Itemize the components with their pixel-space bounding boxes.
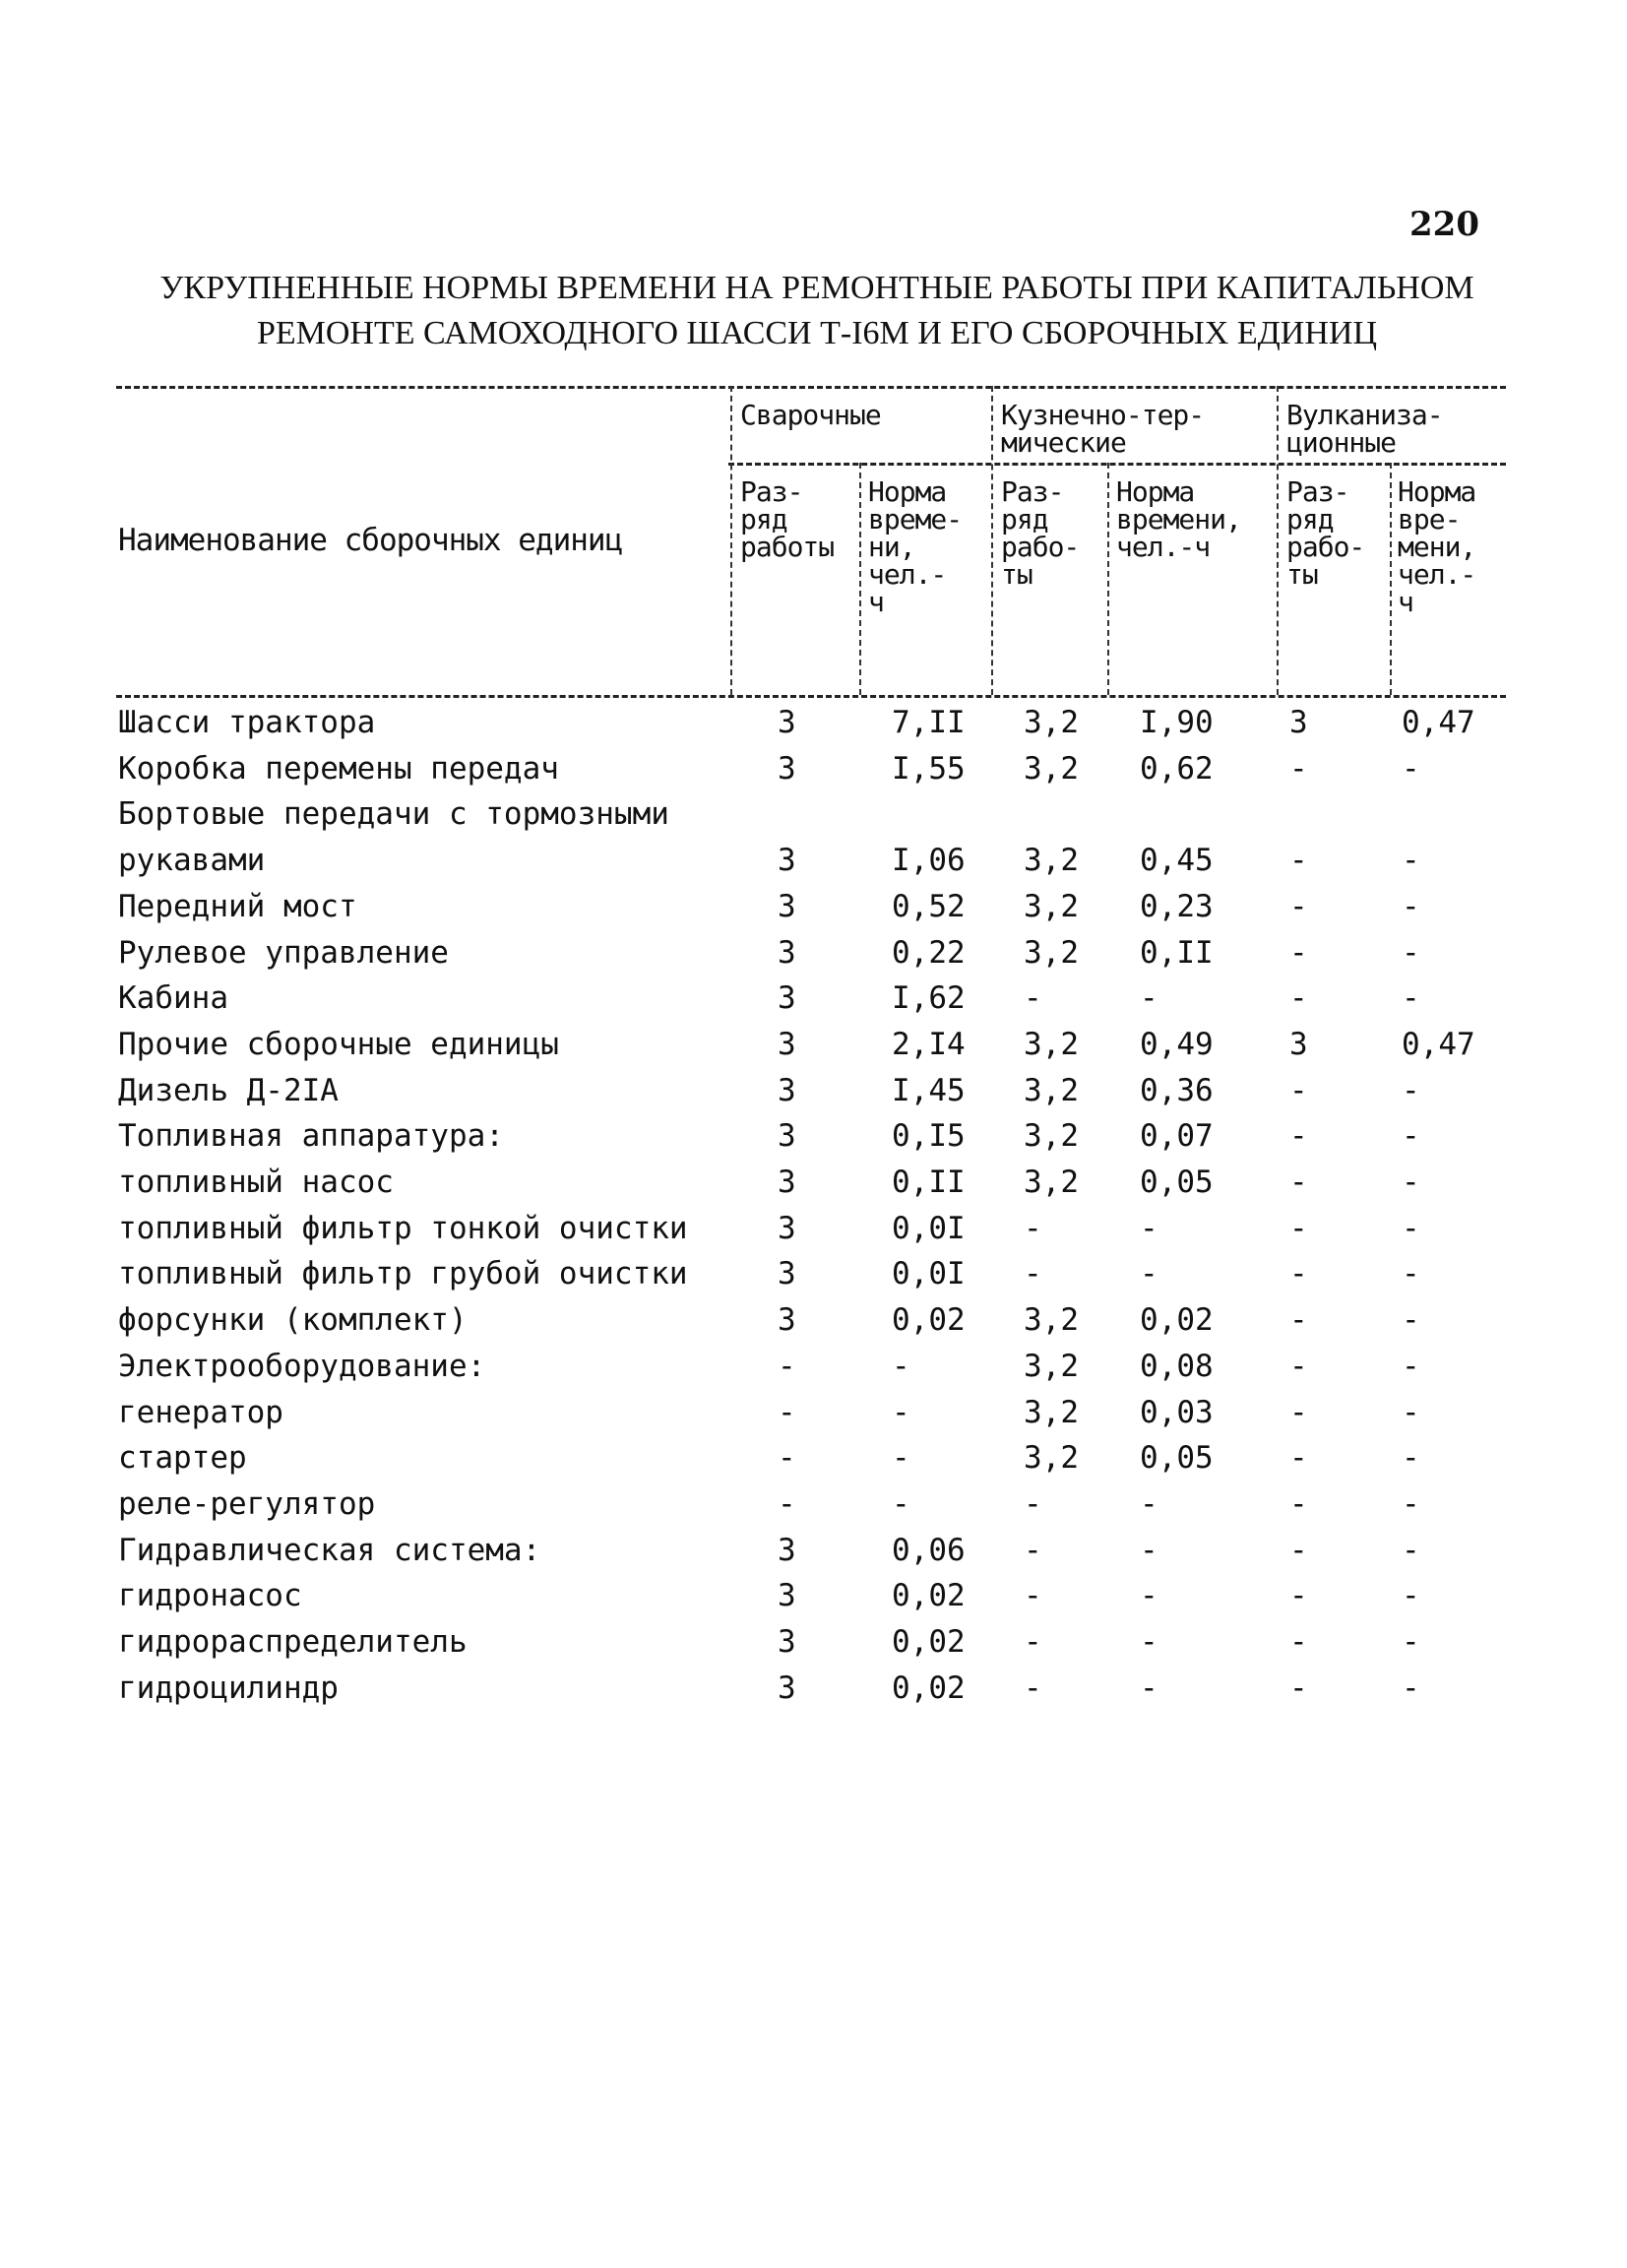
row-value: - (1289, 1118, 1308, 1155)
row-value: 3 (778, 934, 796, 971)
row-value: 3 (778, 980, 796, 1017)
header-bottom-rule (116, 695, 1506, 698)
row-value: - (1289, 1165, 1308, 1200)
row-value: 0,02 (892, 1302, 966, 1339)
row-value: - (1140, 1210, 1158, 1246)
row-value: 3,2 (1024, 1440, 1079, 1477)
row-name: топливный насос (118, 1165, 394, 1200)
row-value: - (1402, 1532, 1420, 1568)
header-group-welding: Сварочные (740, 399, 881, 431)
row-value: 3,2 (1024, 1026, 1079, 1062)
row-value: 3 (778, 1670, 796, 1706)
table-row (0, 751, 1627, 796)
row-value: - (1402, 980, 1420, 1017)
header-norm-vulcan: Норма вре- мени, чел.- ч (1398, 475, 1476, 618)
row-value: - (1289, 1072, 1308, 1108)
row-value: - (1402, 1624, 1420, 1660)
row-value: - (1289, 750, 1308, 787)
table-row (0, 1395, 1627, 1440)
row-name: Электрооборудование: (118, 1348, 486, 1384)
col-separator (1390, 463, 1392, 695)
row-value: I,45 (892, 1072, 966, 1108)
row-value: - (1289, 1210, 1308, 1246)
row-value: 3 (778, 1026, 796, 1062)
row-value: I,90 (1140, 705, 1214, 740)
row-value: 0,02 (1140, 1302, 1214, 1339)
row-value: 3 (778, 1165, 796, 1200)
row-value: - (1140, 1256, 1158, 1292)
table-row (0, 1486, 1627, 1532)
row-value: - (1289, 1302, 1308, 1339)
row-value: - (1402, 1256, 1420, 1292)
row-value: I,55 (892, 750, 966, 787)
row-value: 3 (778, 1624, 796, 1660)
header-grade-vulcan: Раз- ряд рабо- ты (1286, 475, 1365, 591)
table-row (0, 1118, 1627, 1164)
table-row (0, 935, 1627, 980)
row-value: 3,2 (1024, 843, 1079, 879)
row-value: 3,2 (1024, 1348, 1079, 1384)
row-value: 3,2 (1024, 1302, 1079, 1339)
row-value: - (1289, 1670, 1308, 1706)
row-value: - (1289, 934, 1308, 971)
table-row (0, 1624, 1627, 1670)
row-value: - (1402, 1440, 1420, 1477)
row-value: I,06 (892, 843, 966, 879)
row-name: форсунки (комплект) (118, 1302, 468, 1339)
row-value: 3 (778, 888, 796, 924)
row-value: - (1024, 1670, 1042, 1706)
table-row (0, 1302, 1627, 1348)
row-value: - (1402, 1302, 1420, 1339)
table-row (0, 1440, 1627, 1485)
row-value: - (1402, 1578, 1420, 1614)
row-value: 3 (778, 1118, 796, 1155)
header-norm-welding: Норма време- ни, чел.- ч (868, 475, 963, 618)
row-value: - (1024, 980, 1042, 1017)
row-name: стартер (118, 1440, 247, 1477)
row-value: - (1402, 1485, 1420, 1522)
row-value: - (892, 1348, 910, 1384)
title-line-1: УКРУПНЕННЫЕ НОРМЫ ВРЕМЕНИ НА РЕМОНТНЫЕ РАБОТЫ ПРИ КАПИТАЛЬНОМ (159, 270, 1474, 306)
col-separator (1277, 386, 1279, 695)
row-value: - (1140, 1624, 1158, 1660)
header-norm-forging: Норма времени, чел.-ч (1116, 475, 1241, 563)
row-name: Шасси трактора (118, 705, 376, 740)
row-value: - (1289, 1578, 1308, 1614)
row-value: - (778, 1485, 796, 1522)
row-value: - (778, 1394, 796, 1430)
page-number: 220 (1409, 205, 1479, 244)
row-value: 3,2 (1024, 888, 1079, 924)
row-value: 0,47 (1402, 1026, 1475, 1062)
table-row (0, 796, 1627, 842)
document-title (148, 266, 1486, 356)
row-value: 0,06 (892, 1532, 966, 1568)
header-group-forging: Кузнечно-тер- мические (1001, 399, 1205, 459)
row-value: 0,I5 (892, 1118, 966, 1155)
row-value: 3,2 (1024, 934, 1079, 971)
row-value: - (1402, 843, 1420, 879)
row-value: - (1402, 1348, 1420, 1384)
row-value: 3 (1289, 705, 1308, 740)
table-row (0, 889, 1627, 934)
row-name: Топливная аппаратура: (118, 1118, 504, 1155)
row-value: 3,2 (1024, 705, 1079, 740)
row-value: - (1402, 1165, 1420, 1200)
table-row (0, 980, 1627, 1026)
row-value: - (1289, 980, 1308, 1017)
row-name: гидронасос (118, 1578, 302, 1614)
row-value: - (1289, 1532, 1308, 1568)
row-value: 0,22 (892, 934, 966, 971)
row-value: 0,52 (892, 888, 966, 924)
row-value: 0,07 (1140, 1118, 1214, 1155)
row-value: 0,05 (1140, 1165, 1214, 1200)
row-value: - (1402, 1394, 1420, 1430)
row-value: 3 (778, 1578, 796, 1614)
row-value: - (1402, 888, 1420, 924)
row-value: - (1289, 1256, 1308, 1292)
row-name: рукавами (118, 843, 266, 879)
row-value: - (1402, 934, 1420, 971)
row-value: 3,2 (1024, 750, 1079, 787)
table-row (0, 1578, 1627, 1623)
col-separator (1107, 463, 1109, 695)
row-value: - (892, 1394, 910, 1430)
row-value: 0,0I (892, 1256, 966, 1292)
row-value: - (1289, 1394, 1308, 1430)
row-value: - (1402, 1118, 1420, 1155)
row-name: топливный фильтр грубой очистки (118, 1256, 688, 1292)
col-separator (859, 463, 861, 695)
row-value: 0,0I (892, 1210, 966, 1246)
row-value: 0,08 (1140, 1348, 1214, 1384)
row-value: 3 (778, 843, 796, 879)
row-name: гидрораспределитель (118, 1624, 468, 1660)
header-grade-forging: Раз- ряд рабо- ты (1001, 475, 1080, 591)
row-value: 3,2 (1024, 1394, 1079, 1430)
row-value: - (778, 1348, 796, 1384)
table-row (0, 1533, 1627, 1578)
row-value: 3 (778, 750, 796, 787)
row-value: 0,62 (1140, 750, 1214, 787)
row-name: Гидравлическая система: (118, 1532, 541, 1568)
table-row (0, 1027, 1627, 1072)
row-value: - (1402, 1670, 1420, 1706)
col-separator (730, 386, 732, 695)
row-value: 0,23 (1140, 888, 1214, 924)
row-value: 3 (1289, 1026, 1308, 1062)
table-row (0, 843, 1627, 888)
row-value: - (1024, 1485, 1042, 1522)
row-value: - (892, 1440, 910, 1477)
row-value: 0,02 (892, 1578, 966, 1614)
row-value: - (892, 1485, 910, 1522)
row-value: 3 (778, 1532, 796, 1568)
row-value: - (1289, 1348, 1308, 1384)
row-value: 3 (778, 1210, 796, 1246)
row-value: 0,02 (892, 1624, 966, 1660)
row-name: реле-регулятор (118, 1485, 376, 1522)
row-value: - (1289, 1624, 1308, 1660)
table-row (0, 1256, 1627, 1301)
row-name: генератор (118, 1394, 283, 1430)
row-value: 3 (778, 1302, 796, 1339)
row-value: - (1140, 980, 1158, 1017)
row-name: Рулевое управление (118, 934, 449, 971)
row-name: топливный фильтр тонкой очистки (118, 1210, 688, 1246)
row-value: 0,47 (1402, 705, 1475, 740)
row-name: Дизель Д-2IА (118, 1072, 339, 1108)
row-value: 7,II (892, 705, 966, 740)
row-value: - (1402, 1072, 1420, 1108)
row-value: - (1140, 1578, 1158, 1614)
row-value: - (1024, 1532, 1042, 1568)
row-value: - (1402, 1210, 1420, 1246)
row-value: 0,02 (892, 1670, 966, 1706)
row-name: Прочие сборочные единицы (118, 1026, 559, 1062)
row-value: - (1289, 1440, 1308, 1477)
row-value: 3 (778, 705, 796, 740)
row-value: I,62 (892, 980, 966, 1017)
row-value: 3,2 (1024, 1072, 1079, 1108)
row-value: 0,49 (1140, 1026, 1214, 1062)
row-value: 0,II (1140, 934, 1214, 971)
row-value: 3,2 (1024, 1118, 1079, 1155)
row-name: гидроцилиндр (118, 1670, 339, 1706)
header-grade-welding: Раз- ряд работы (740, 475, 835, 563)
row-value: - (1140, 1485, 1158, 1522)
row-value: - (1402, 750, 1420, 787)
row-value: - (1140, 1532, 1158, 1568)
row-value: 2,I4 (892, 1026, 966, 1062)
table-row (0, 1165, 1627, 1210)
row-value: 0,03 (1140, 1394, 1214, 1430)
table-row (0, 1211, 1627, 1256)
row-value: - (1024, 1624, 1042, 1660)
header-name-column: Наименование сборочных единиц (118, 523, 623, 558)
row-value: 0,05 (1140, 1440, 1214, 1477)
row-name: Передний мост (118, 888, 357, 924)
table-row (0, 1670, 1627, 1716)
row-value: - (1024, 1210, 1042, 1246)
row-name: Бортовые передачи с тормозными (118, 796, 669, 833)
header-top-rule (116, 386, 1506, 389)
row-value: - (1289, 888, 1308, 924)
row-value: 0,II (892, 1165, 966, 1200)
table-row (0, 1073, 1627, 1118)
row-value: 3,2 (1024, 1165, 1079, 1200)
row-name: Коробка перемены передач (118, 750, 559, 787)
col-separator (991, 386, 993, 695)
row-value: - (1024, 1578, 1042, 1614)
title-line-2: РЕМОНТЕ САМОХОДНОГО ШАССИ Т-I6М И ЕГО СБОРОЧНЫХ ЕДИНИЦ (256, 315, 1378, 351)
row-name: Кабина (118, 980, 228, 1017)
row-value: - (1140, 1670, 1158, 1706)
row-value: - (1289, 1485, 1308, 1522)
row-value: 3 (778, 1072, 796, 1108)
row-value: 3 (778, 1256, 796, 1292)
row-value: 0,45 (1140, 843, 1214, 879)
header-group-vulcanization: Вулканиза- ционные (1286, 399, 1443, 459)
table-row (0, 1349, 1627, 1394)
row-value: - (1024, 1256, 1042, 1292)
row-value: - (778, 1440, 796, 1477)
row-value: 0,36 (1140, 1072, 1214, 1108)
row-value: - (1289, 843, 1308, 879)
table-row (0, 705, 1627, 750)
